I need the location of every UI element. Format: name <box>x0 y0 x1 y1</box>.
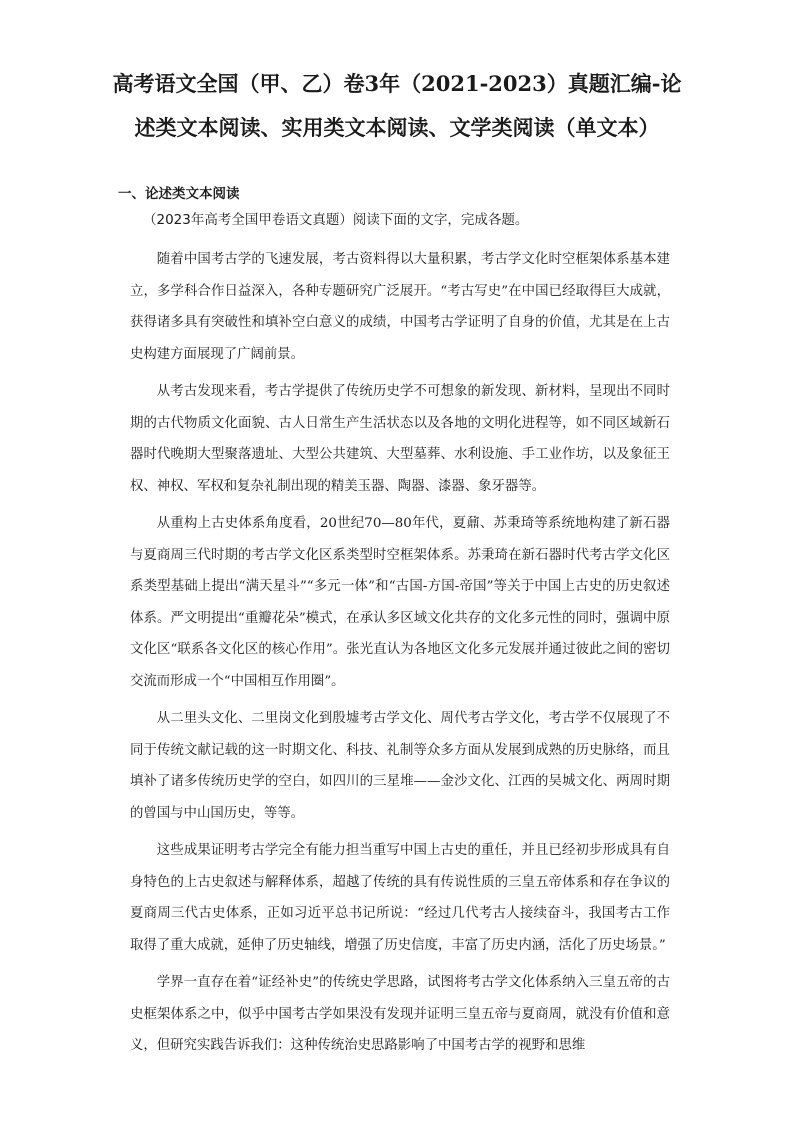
document-title <box>110 62 684 150</box>
paragraph-6: 学界一直存在着“证经补史”的传统史学思路，试图将考古学文化体系纳入三皇五帝的古史框架体系之中，似乎中国考古学如果没有发现并证明三皇五帝与夏商周，就没有价值和意义，但研究实践告诉我们：这种传统治史思路影响了中国考古学的视野和思维 <box>130 975 670 1053</box>
paragraph-5: 这些成果证明考古学完全有能力担当重写中国上古史的重任，并且已经初步形成具有自身特色的上古史叙述与解释体系，超越了传统的具有传说性质的三皇五帝体系和存在争议的夏商周三代古史体系，正如习近平总书记所说：“经过几代考古人接续奋斗，我国考古工作取得了重大成就，延伸了历史轴线，增强了历史信度，丰富了历史内涵，活化了历史场景。” <box>130 843 670 953</box>
paragraph-1: 随着中国考古学的飞速发展，考古资料得以大量积累，考古学文化时空框架体系基本建立，多学科合作日益深入，各种专题研究广泛展开。“考古写史”在中国已经取得巨大成就，获得诸多具有突破性和填补空白意义的成绩，中国考古学证明了自身的价值，尤其是在上古史构建方面展现了广阔前景。 <box>130 252 670 362</box>
question-source-line: （2023年高考全国甲卷语文真题）阅读下面的文字，完成各题。 <box>143 212 529 228</box>
paragraph-3: 从重构上古史体系角度看，20世纪70—80年代，夏鼐、苏秉琦等系统地构建了新石器与夏商周三代时期的考古学文化区系类型时空框架体系。苏秉琦在新石器时代考古学文化区系类型基础上提出“满天星斗”“多元一体”和“古国-方国-帝国”等关于中国上古史的历史叙述体系。严文明提出“重瓣花朵”模式，在承认多区域文化共存的文化多元性的同时，强调中原文化区“联系各文化区的核心作用”。张光直认为各地区文化多元发展并通过彼此之间的密切交流而形成一个“中国相互作用圈”。 <box>130 516 670 689</box>
title-line-1: 高考语文全国（甲、乙）卷3年（2021-2023）真题汇编-论 <box>112 71 682 96</box>
title-line-2: 述类文本阅读、实用类文本阅读、文学类阅读（单文本） <box>134 115 660 140</box>
section-heading: 一、论述类文本阅读 <box>118 186 240 202</box>
paragraph-2: 从考古发现来看，考古学提供了传统历史学不可想象的新发现、新材料，呈现出不同时期的古代物质文化面貌、古人日常生产生活状态以及各地的文明化进程等，如不同区域新石器时代晚期大型聚落遗址、大型公共建筑、大型墓葬、水利设施、手工业作坊，以及象征王权、神权、军权和复杂礼制出现的精美玉器、陶器、漆器、象牙器等。 <box>130 384 670 494</box>
paragraph-4: 从二里头文化、二里岗文化到殷墟考古学文化、周代考古学文化，考古学不仅展现了不同于传统文献记载的这一时期文化、科技、礼制等众多方面从发展到成熟的历史脉络，而且填补了诸多传统历史学的空白，如四川的三星堆——金沙文化、江西的吴城文化、两周时期的曾国与中山国历史，等等。 <box>130 711 670 821</box>
passage-body <box>130 244 670 1068</box>
